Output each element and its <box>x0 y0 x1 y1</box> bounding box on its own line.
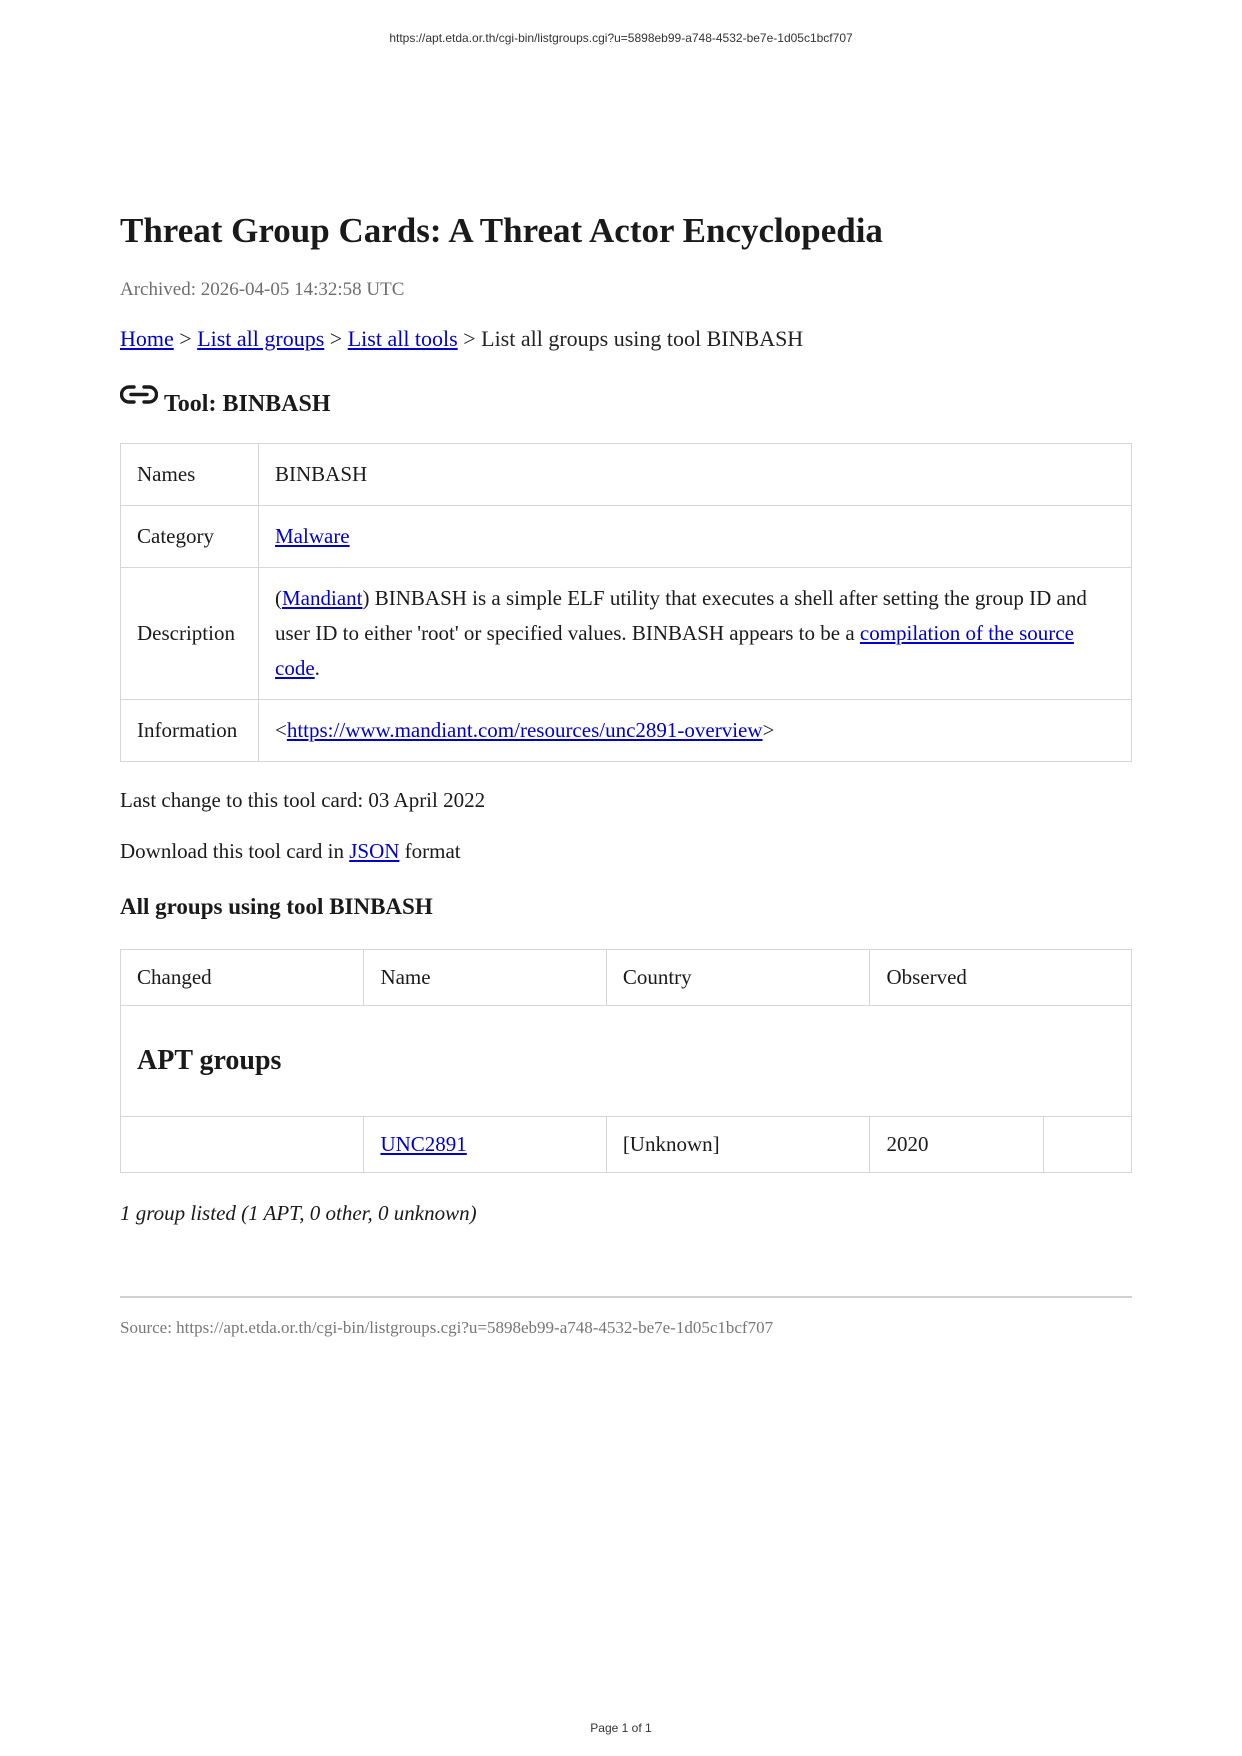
info-open: < <box>275 718 287 742</box>
page-title: Threat Group Cards: A Threat Actor Encyclopedia <box>120 211 883 250</box>
desc-open: ( <box>275 586 282 610</box>
category-cell <box>259 506 1132 568</box>
category-key: Category <box>121 506 259 568</box>
category-link[interactable]: Malware <box>275 524 350 548</box>
table-section-row <box>121 1006 1132 1117</box>
column-header-name: Name <box>364 950 606 1006</box>
breadcrumb <box>120 326 1132 352</box>
group-link-unc2891[interactable]: UNC2891 <box>380 1132 467 1156</box>
table-row <box>121 506 1132 568</box>
information-key: Information <box>121 700 259 762</box>
download-suffix: format <box>399 839 461 863</box>
source-code-link[interactable]: compilation of the source code <box>275 621 1074 680</box>
info-close: > <box>762 718 775 742</box>
column-header-country: Country <box>606 950 870 1006</box>
main-content <box>120 210 1132 1338</box>
cell-changed <box>121 1117 364 1173</box>
cell-country: [Unknown] <box>606 1117 870 1173</box>
page-number: Page 1 of 1 <box>590 1721 652 1735</box>
source-line: Source: https://apt.etda.or.th/cgi-bin/listgroups.cgi?u=5898eb99-a748-4532-be7e-1d05c1bcf707 <box>120 1318 774 1337</box>
table-row <box>121 1117 1132 1173</box>
description-text: ) BINBASH is a simple ELF utility that executes a shell after setting the group ID and user ID to either 'root' or specified values. BINBASH appears to be a <box>275 586 1087 645</box>
tool-info-table <box>120 443 1132 762</box>
description-key: Description <box>121 568 259 700</box>
section-apt-groups: APT groups <box>121 1006 1132 1117</box>
groups-heading: All groups using tool BINBASH <box>120 894 433 919</box>
breadcrumb-separator: > <box>173 326 198 351</box>
mandiant-source-link[interactable]: Mandiant <box>282 586 363 610</box>
link-icon <box>120 380 158 410</box>
column-header-observed: Observed <box>870 950 1132 1006</box>
names-value: BINBASH <box>259 444 1132 506</box>
breadcrumb-groups-link[interactable]: List all groups <box>197 326 325 351</box>
breadcrumb-home-link[interactable]: Home <box>120 326 174 351</box>
json-download-link[interactable]: JSON <box>349 839 400 863</box>
breadcrumb-tools-link[interactable]: List all tools <box>347 326 458 351</box>
table-row <box>121 568 1132 700</box>
table-header-row <box>121 950 1132 1006</box>
tool-heading <box>120 388 1132 418</box>
tool-heading-text: Tool: BINBASH <box>164 391 331 417</box>
groups-summary: 1 group listed (1 APT, 0 other, 0 unknown) <box>120 1201 477 1225</box>
cell-name <box>364 1117 606 1173</box>
breadcrumb-current: > List all groups using tool BINBASH <box>457 326 804 351</box>
groups-table <box>120 949 1132 1173</box>
last-change-text: Last change to this tool card: 03 April 2022 <box>120 788 486 812</box>
download-line <box>120 839 1132 864</box>
names-key: Names <box>121 444 259 506</box>
information-url-link[interactable]: https://www.mandiant.com/resources/unc2891-overview <box>286 718 763 742</box>
description-cell <box>259 568 1132 700</box>
breadcrumb-separator: > <box>324 326 348 351</box>
desc-end: . <box>314 656 320 680</box>
cell-observed: 2020 <box>870 1117 1043 1173</box>
information-cell <box>259 700 1132 762</box>
archived-timestamp: Archived: 2026-04-05 14:32:58 UTC <box>120 279 405 300</box>
column-header-changed: Changed <box>121 950 364 1006</box>
cell-extra <box>1043 1117 1131 1173</box>
table-row <box>121 444 1132 506</box>
download-prefix: Download this tool card in <box>120 839 350 863</box>
print-header-url: https://apt.etda.or.th/cgi-bin/listgroups.cgi?u=5898eb99-a748-4532-be7e-1d05c1bcf707 <box>389 31 853 45</box>
table-row <box>121 700 1132 762</box>
divider <box>120 1296 1132 1298</box>
